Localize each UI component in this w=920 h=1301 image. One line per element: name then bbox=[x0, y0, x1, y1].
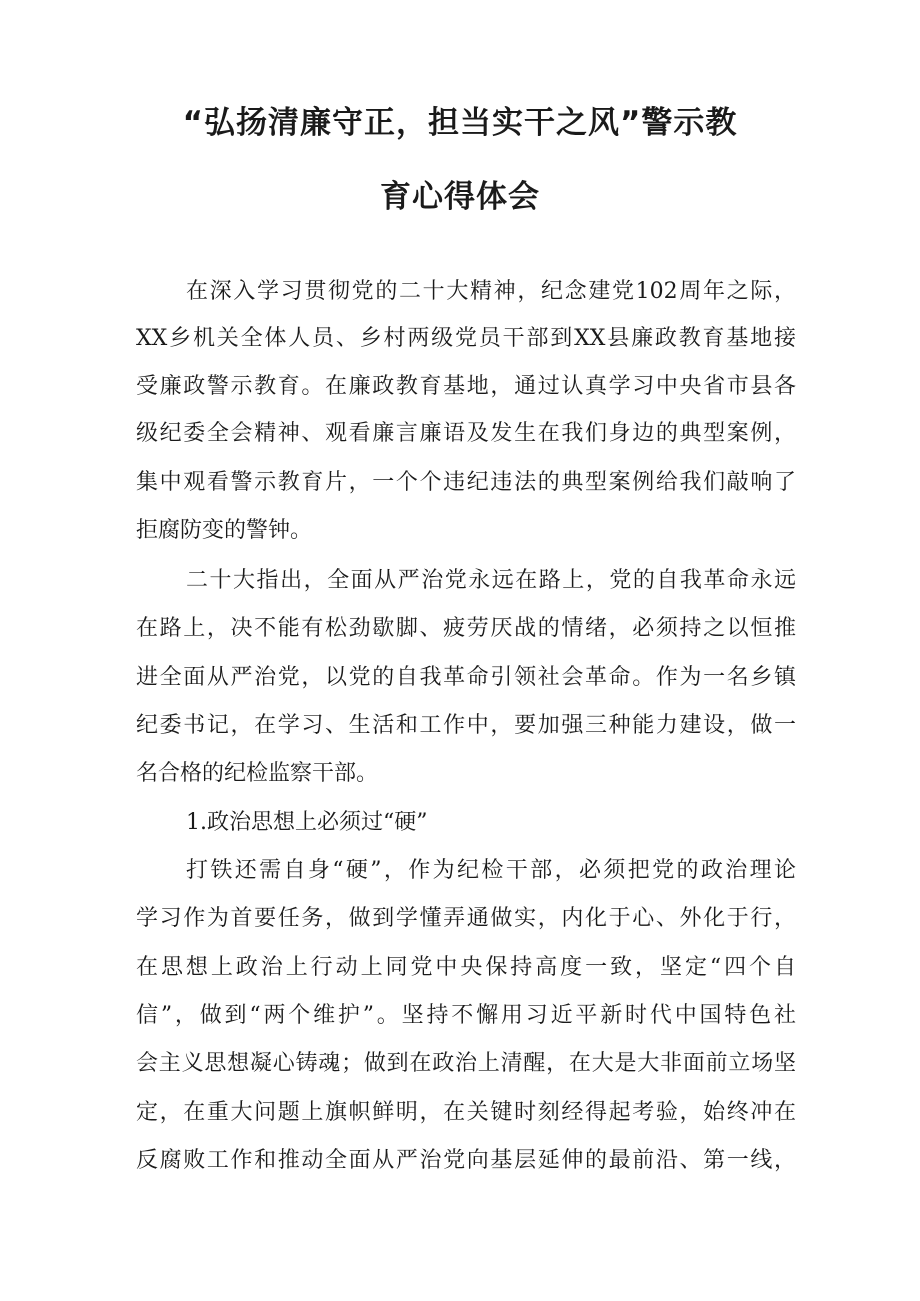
paragraph-2-line-1: 二十大指出，全面从严治党永远在路上，党的自我革命永远 bbox=[186, 568, 796, 593]
paragraph-1-line-6: 拒腐防变的警钟。 bbox=[136, 518, 313, 543]
paragraph-1-line-4: 级纪委全会精神、观看廉言廉语及发生在我们身边的典型案例， bbox=[136, 421, 796, 446]
paragraph-1-line-5: 集中观看警示教育片，一个个违纪违法的典型案例给我们敲响了 bbox=[136, 470, 796, 495]
paragraph-1-line-3: 受廉政警示教育。在廉政教育基地，通过认真学习中央省市县各 bbox=[136, 374, 796, 399]
paragraph-1-line-2: XX乡机关全体人员、乡村两级党员干部到XX县廉政教育基地接 bbox=[136, 326, 796, 351]
document-title-line-2: 育心得体会 bbox=[380, 179, 540, 215]
document-title-line-1: “弘扬清廉守正，担当实干之风”警示教 bbox=[182, 105, 738, 141]
paragraph-3-line-7: 反腐败工作和推动全面从严治党向基层延伸的最前沿、第一线， bbox=[136, 1148, 796, 1173]
section-heading-1: 1.政治思想上必须过“硬” bbox=[186, 810, 428, 835]
paragraph-3-line-1: 打铁还需自身“硬”，作为纪检干部，必须把党的政治理论 bbox=[186, 858, 796, 883]
paragraph-2-line-2: 在路上，决不能有松劲歇脚、疲劳厌战的情绪，必须持之以恒推 bbox=[136, 616, 796, 641]
paragraph-2-line-4: 纪委书记，在学习、生活和工作中，要加强三种能力建设，做一 bbox=[136, 713, 796, 738]
paragraph-2-line-5: 名合格的纪检监察干部。 bbox=[136, 761, 379, 786]
paragraph-3-line-3: 在思想上政治上行动上同党中央保持高度一致，坚定“四个自 bbox=[136, 955, 796, 980]
paragraph-3-line-4: 信”，做到“两个维护”。坚持不懈用习近平新时代中国特色社 bbox=[136, 1003, 796, 1028]
paragraph-3-line-5: 会主义思想凝心铸魂；做到在政治上清醒，在大是大非面前立场坚 bbox=[136, 1051, 796, 1076]
paragraph-3-line-2: 学习作为首要任务，做到学懂弄通做实，内化于心、外化于行， bbox=[136, 906, 796, 931]
paragraph-2-line-3: 进全面从严治党，以党的自我革命引领社会革命。作为一名乡镇 bbox=[136, 665, 796, 690]
paragraph-3-line-6: 定，在重大问题上旗帜鲜明，在关键时刻经得起考验，始终冲在 bbox=[136, 1100, 796, 1125]
paragraph-1-line-1: 在深入学习贯彻党的二十大精神，纪念建党102周年之际， bbox=[186, 279, 796, 304]
